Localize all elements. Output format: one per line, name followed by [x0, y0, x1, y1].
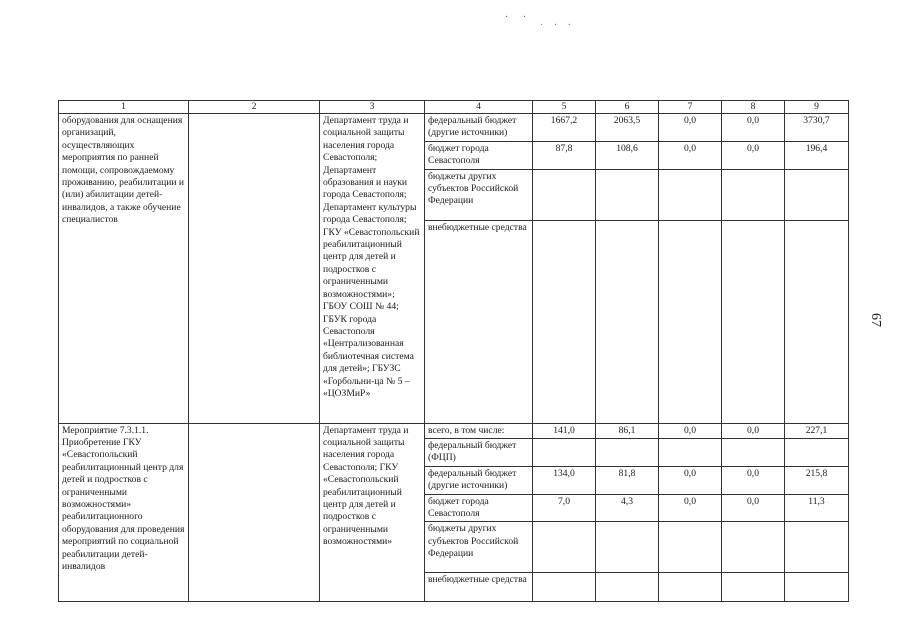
value-cell: 227,1: [785, 423, 849, 438]
value-cell: [533, 220, 596, 423]
header-cell: 9: [785, 101, 849, 114]
table-row: [59, 114, 849, 142]
value-cell: [659, 522, 722, 573]
funding-source: федеральный бюджет (ФЦП): [425, 439, 533, 467]
header-cell: 7: [659, 101, 722, 114]
header-cell: 4: [425, 101, 533, 114]
value-cell: 196,4: [785, 141, 849, 169]
value-cell: 11,3: [785, 494, 849, 522]
value-cell: 1667,2: [533, 114, 596, 142]
value-cell: 87,8: [533, 141, 596, 169]
value-cell: 7,0: [533, 494, 596, 522]
value-cell: [596, 573, 659, 602]
value-cell: [596, 522, 659, 573]
value-cell: [722, 220, 785, 423]
header-cell: 2: [189, 101, 320, 114]
funding-source: бюджет города Севастополя: [425, 141, 533, 169]
value-cell: [659, 220, 722, 423]
funding-source: бюджет города Севастополя: [425, 494, 533, 522]
value-cell: [785, 169, 849, 220]
value-cell: 0,0: [659, 423, 722, 438]
value-cell: 81,8: [596, 466, 659, 494]
value-cell: 141,0: [533, 423, 596, 438]
scan-dots-mark: · · ·: [540, 20, 575, 31]
header-cell: 8: [722, 101, 785, 114]
value-cell: 0,0: [722, 494, 785, 522]
value-cell: [785, 522, 849, 573]
measure-description: оборудования для оснащения организаций, осуществляющих мероприятия по ранней помощи, сопровождаемому проживанию, реабилитации и (или) абилитации детей-инвалидов, а также обучение специалистов: [59, 114, 189, 424]
header-cell: 3: [320, 101, 425, 114]
value-cell: [659, 169, 722, 220]
value-cell: 0,0: [722, 423, 785, 438]
table-row: [59, 423, 849, 438]
funding-source: федеральный бюджет (другие источники): [425, 466, 533, 494]
value-cell: 0,0: [659, 141, 722, 169]
indicator-cell: [189, 423, 320, 602]
funding-source: бюджеты других субъектов Российской Федерации: [425, 169, 533, 220]
page-number: 67: [868, 313, 883, 327]
funding-source: внебюджетные средства: [425, 573, 533, 602]
value-cell: 0,0: [722, 466, 785, 494]
executors-cell: Департамент труда и социальной защиты населения города Севастополя; ГКУ «Севастопольский реабилитационный центр для детей и подростков с ограниченными возможностями»: [320, 423, 425, 602]
value-cell: [785, 220, 849, 423]
value-cell: [596, 220, 659, 423]
value-cell: [596, 169, 659, 220]
value-cell: [533, 439, 596, 467]
value-cell: [659, 439, 722, 467]
value-cell: 0,0: [722, 114, 785, 142]
value-cell: 4,3: [596, 494, 659, 522]
value-cell: 0,0: [659, 114, 722, 142]
value-cell: 0,0: [659, 466, 722, 494]
value-cell: [785, 573, 849, 602]
measure-description: Мероприятие 7.3.1.1. Приобретение ГКУ «Севастопольский реабилитационный центр для детей и подростков с ограниченными возможностями» реабилитационного оборудования для проведения мероприятий по социальной реабилитации детей-инвалидов: [59, 423, 189, 602]
value-cell: 134,0: [533, 466, 596, 494]
value-cell: 0,0: [659, 494, 722, 522]
indicator-cell: [189, 114, 320, 424]
value-cell: 0,0: [722, 141, 785, 169]
value-cell: [533, 169, 596, 220]
value-cell: [785, 439, 849, 467]
value-cell: [659, 573, 722, 602]
value-cell: 2063,5: [596, 114, 659, 142]
funding-source: внебюджетные средства: [425, 220, 533, 423]
executors-cell: Департамент труда и социальной защиты населения города Севастополя; Департамент образования и науки города Севастополя; Департамент культуры города Севастополя; ГКУ «Севастопольский реабилитационный центр для детей и подростков с ограниченными возможностями»; ГБОУ СОШ № 44; ГБУК города Севастополя «Централизованная библиотечная система для детей»; ГБУЗС «Горбольни-ца № 5 – «ЦОЗМиР»: [320, 114, 425, 424]
value-cell: 86,1: [596, 423, 659, 438]
scan-dots-mark: · ·: [505, 12, 533, 23]
value-cell: 3730,7: [785, 114, 849, 142]
value-cell: 108,6: [596, 141, 659, 169]
header-cell: 6: [596, 101, 659, 114]
funding-source: бюджеты других субъектов Российской Федерации: [425, 522, 533, 573]
header-cell: 5: [533, 101, 596, 114]
value-cell: [722, 169, 785, 220]
value-cell: [722, 439, 785, 467]
budget-table: [58, 100, 849, 602]
value-cell: [722, 522, 785, 573]
value-cell: [596, 439, 659, 467]
funding-source: федеральный бюджет (другие источники): [425, 114, 533, 142]
header-row: [59, 101, 849, 114]
funding-source: всего, в том числе:: [425, 423, 533, 438]
value-cell: [533, 522, 596, 573]
header-cell: 1: [59, 101, 189, 114]
value-cell: [533, 573, 596, 602]
value-cell: 215,8: [785, 466, 849, 494]
value-cell: [722, 573, 785, 602]
